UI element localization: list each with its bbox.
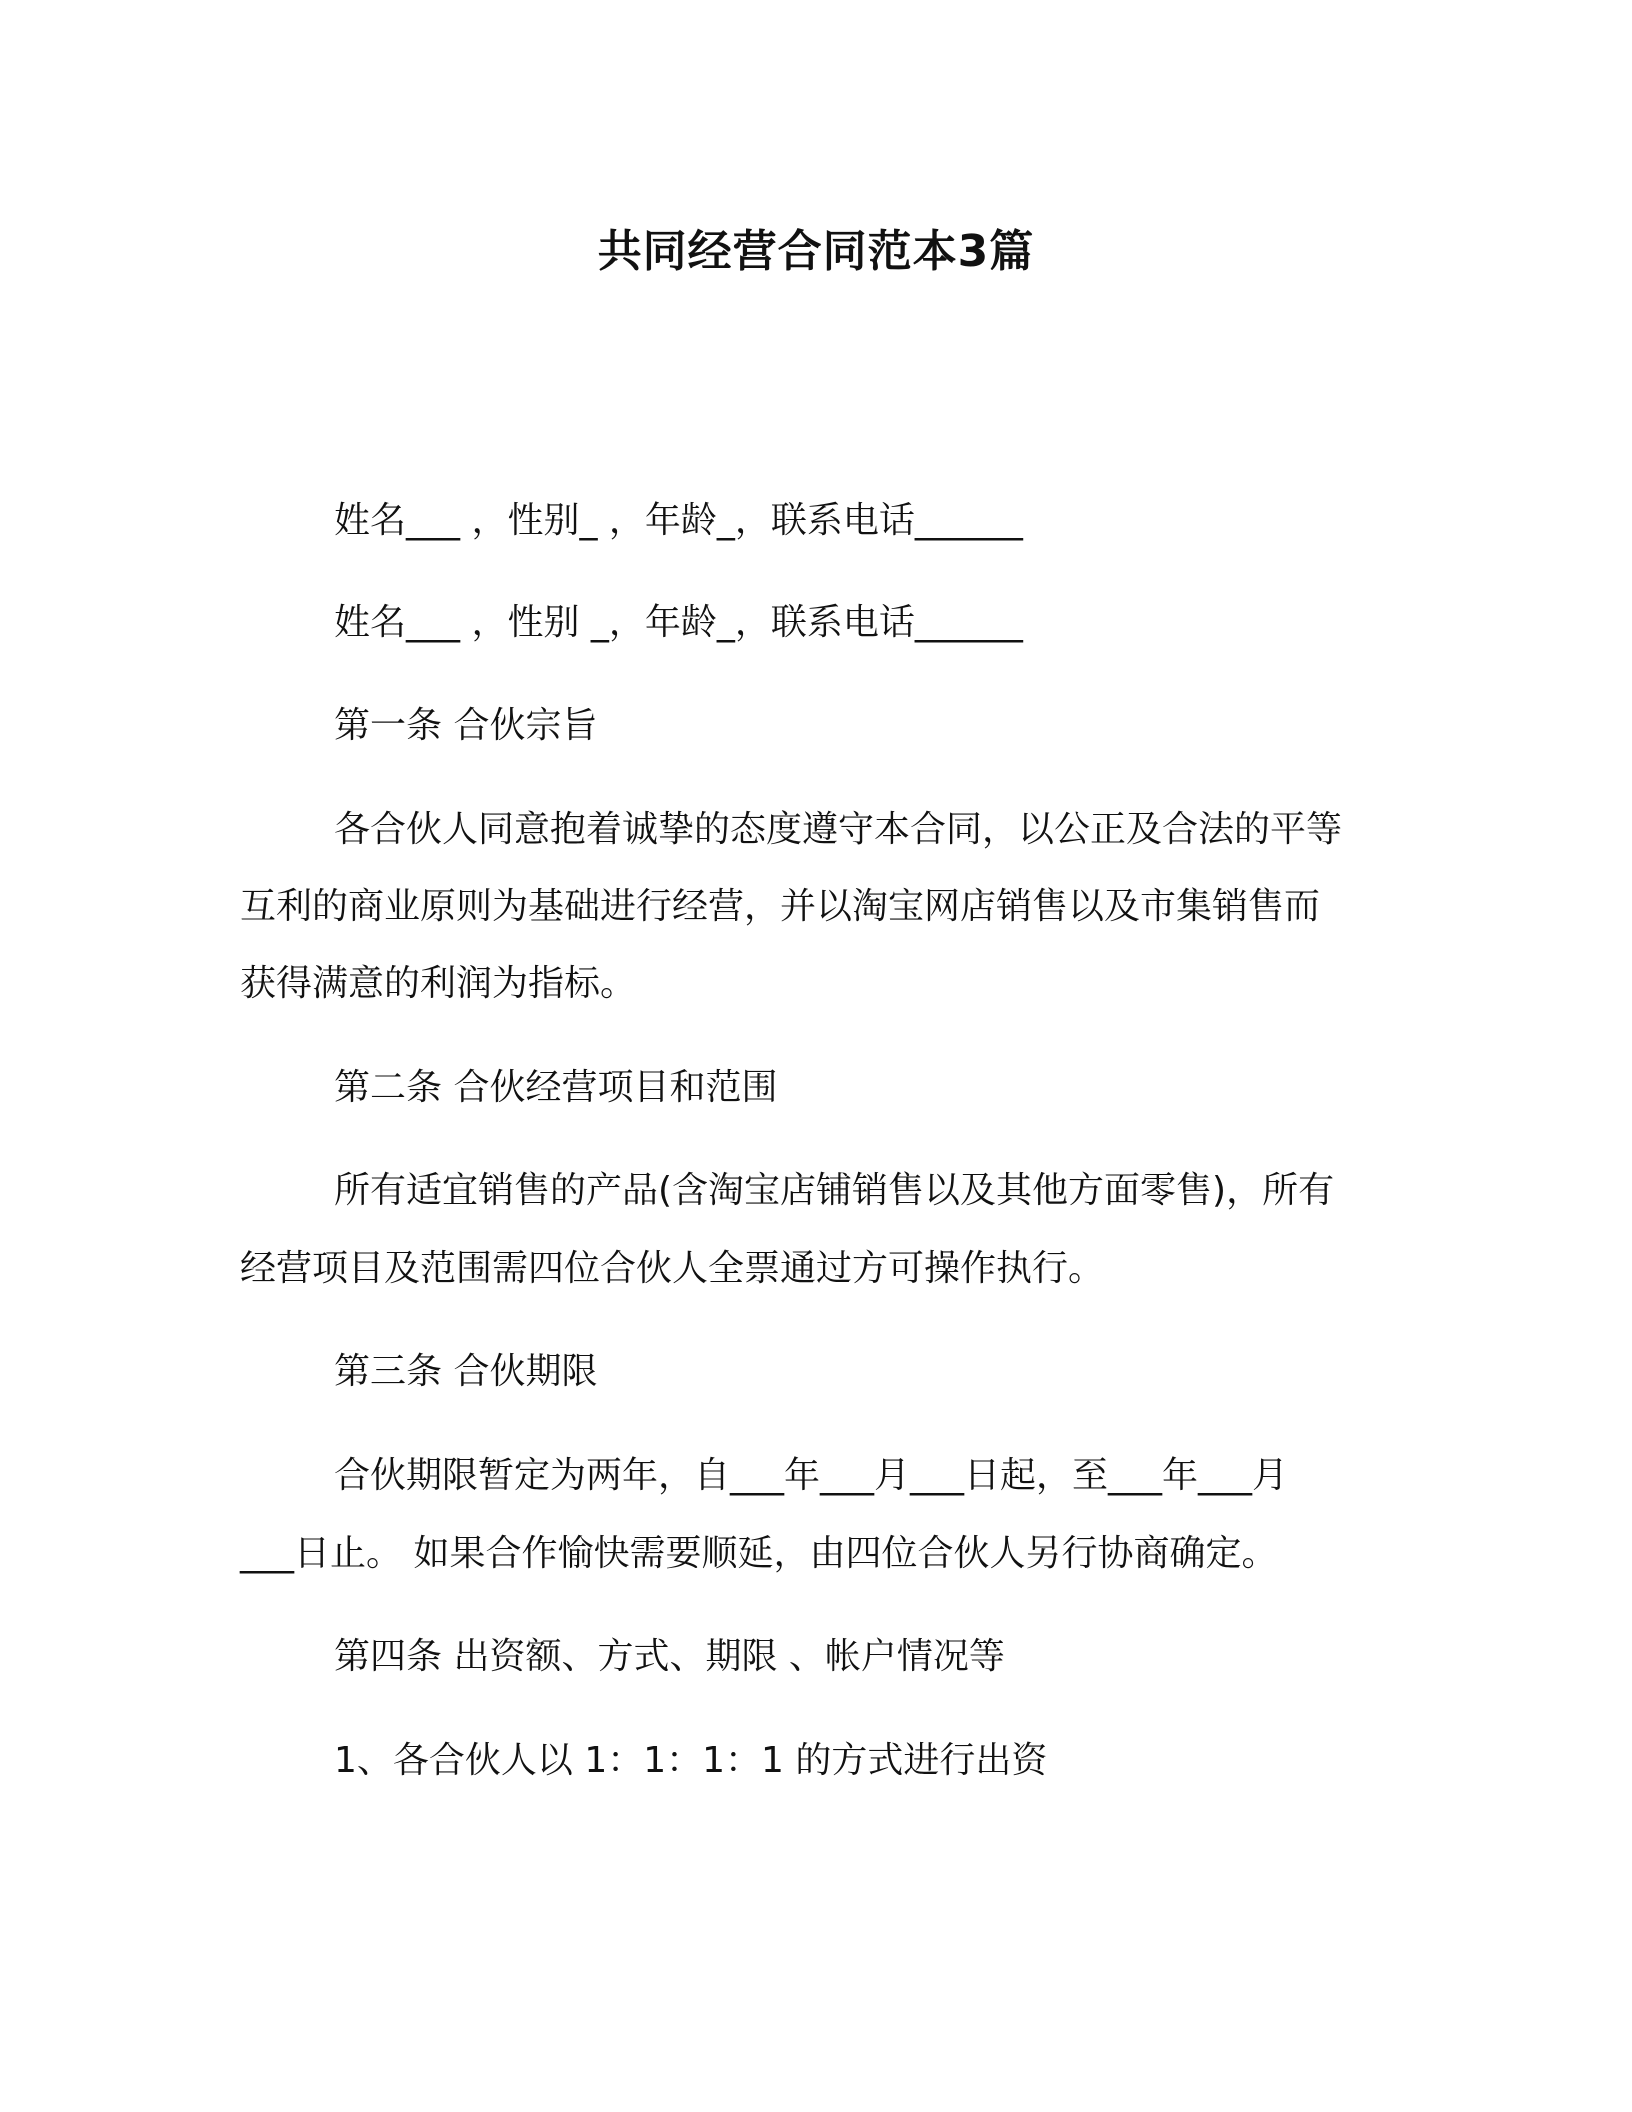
article-1-heading: 第一条 合伙宗旨 <box>334 705 598 746</box>
article-4-item-1: 1、各合伙人以 1：1：1：1 的方式进行出资 <box>334 1740 1048 1781</box>
partner-info-line-1: 姓名___ ，性别_ ，年龄_，联系电话______ <box>334 500 1023 541</box>
article-1-text-line-3: 获得满意的利润为指标。 <box>240 963 637 1004</box>
article-3-heading: 第三条 合伙期限 <box>334 1351 598 1392</box>
article-2-text-line-2: 经营项目及范围需四位合伙人全票通过方可操作执行。 <box>240 1248 1105 1289</box>
partner-info-line-2: 姓名___ ，性别 _，年龄_，联系电话______ <box>334 602 1023 643</box>
article-3-text-line-1: 合伙期限暂定为两年，自___年___月___日起，至___年___月 <box>334 1455 1289 1496</box>
article-4-heading: 第四条 出资额、方式、期限 、帐户情况等 <box>334 1636 1005 1677</box>
article-1-text-line-2: 互利的商业原则为基础进行经营，并以淘宝网店销售以及市集销售而 <box>240 886 1321 927</box>
article-3-text-line-2: ___日止。 如果合作愉快需要顺延，由四位合伙人另行协商确定。 <box>240 1533 1278 1574</box>
article-1-text-line-1: 各合伙人同意抱着诚挚的态度遵守本合同，以公正及合法的平等 <box>334 809 1343 850</box>
article-2-heading: 第二条 合伙经营项目和范围 <box>334 1067 778 1108</box>
document-title: 共同经营合同范本3篇 <box>597 226 1035 277</box>
article-2-text-line-1: 所有适宜销售的产品(含淘宝店铺销售以及其他方面零售)，所有 <box>334 1170 1335 1211</box>
